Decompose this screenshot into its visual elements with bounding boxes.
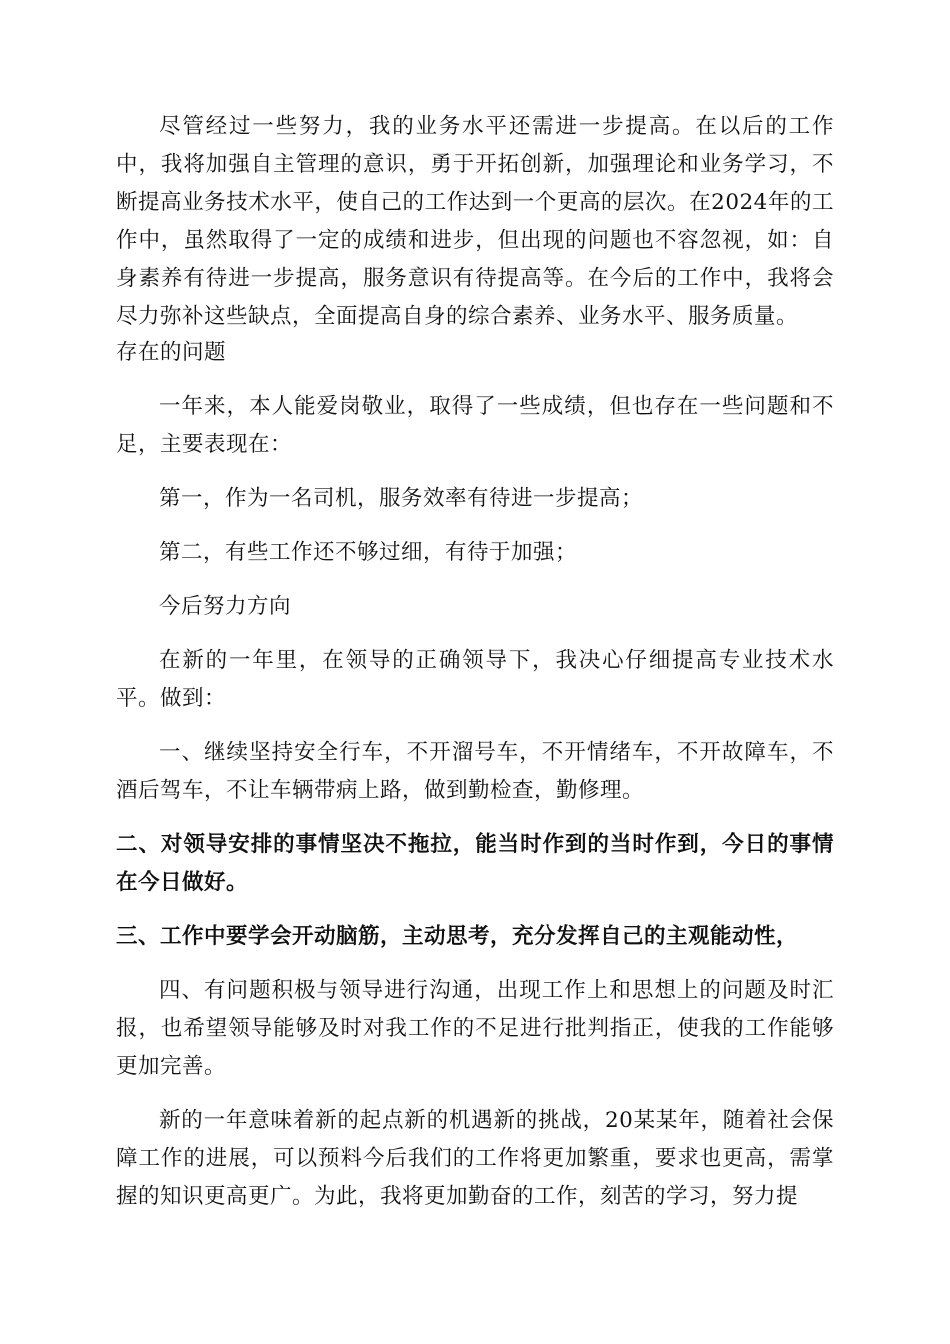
heading-existing-problems: 存在的问题 [116,340,227,365]
paragraph-item-three: 三、工作中要学会开动脑筋，主动思考，充分发挥自己的主观能动性， [116,924,799,949]
document-body [116,108,834,1232]
heading-future-direction: 今后努力方向 [159,594,292,619]
paragraph-item-two: 二、对领导安排的事情坚决不拖拉，能当时作到的当时作到，今日的事情在今日做好。 [116,832,834,895]
paragraph-point-two: 第二，有些工作还不够过细，有待于加强； [159,540,578,565]
paragraph-item-four: 四、有问题积极与领导进行沟通，出现工作上和思想上的问题及时汇报，也希望领导能够及时对我工作的不足进行批判指正，使我的工作能够更加完善。 [116,978,834,1079]
paragraph-point-one: 第一，作为一名司机，服务效率有待进一步提高； [159,486,644,511]
paragraph-shortcomings-intro: 一年来，本人能爱岗敬业，取得了一些成绩，但也存在一些问题和不足，主要表现在： [116,394,834,457]
paragraph-item-one: 一、继续坚持安全行车，不开溜号车，不开情绪车，不开故障车，不酒后驾车，不让车辆带病上路，做到勤检查，勤修理。 [116,740,834,803]
paragraph-new-year-outlook: 新的一年意味着新的起点新的机遇新的挑战，20某某年，随着社会保障工作的进展，可以预料今后我们的工作将更加繁重，要求也更高，需掌握的知识更高更广。为此，我将更加勤奋的工作，刻苦的学习，努力提 [116,1108,834,1209]
paragraph-summary: 尽管经过一些努力，我的业务水平还需进一步提高。在以后的工作中，我将加强自主管理的意识，勇于开拓创新，加强理论和业务学习，不断提高业务技术水平，使自己的工作达到一个更高的层次。在2024年的工作中，虽然取得了一定的成绩和进步，但出现的问题也不容忽视，如：自身素养有待进一步提高，服务意识有待提高等。在今后的工作中，我将会尽力弥补这些缺点，全面提高自身的综合素养、业务水平、服务质量。 [116,114,834,329]
paragraph-new-year-resolve: 在新的一年里，在领导的正确领导下，我决心仔细提高专业技术水平。做到： [116,648,834,711]
